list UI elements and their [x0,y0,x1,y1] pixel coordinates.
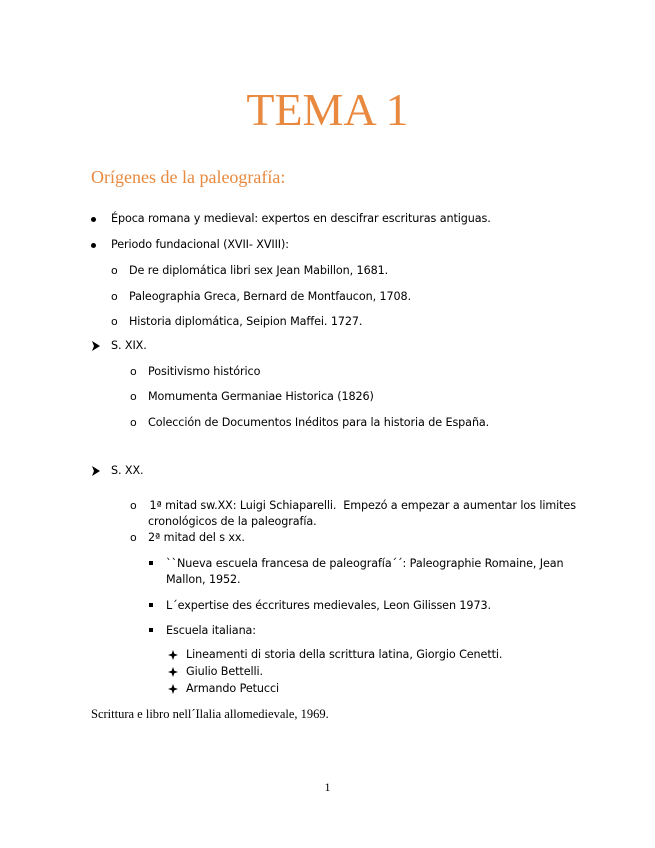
list-item: Colección de Documentos Inéditos para la historia de España. [148,416,490,429]
page-title: TEMA 1 [246,84,409,135]
list-item: Escuela italiana: [166,624,256,637]
list-item-continuation: cronológicos de la paleografía. [148,515,317,528]
section-heading: Orígenes de la paleografía: [91,167,286,187]
list-item: 1ª mitad sw.XX: Luigi Schiaparelli. Empezó a empezar a aumentar los limites [146,499,576,512]
list-item: 2ª mitad del s xx. [148,531,245,544]
list-item: Giulio Bettelli. [186,665,263,678]
list-item: Positivismo histórico [148,365,261,378]
list-item-continuation: Mallon, 1952. [166,573,241,586]
list-item: Armando Petucci [186,682,280,695]
bullet-circle-icon: o [130,390,137,403]
bullet-dot-icon [91,217,96,222]
arrow-bullet-icon [91,466,101,476]
list-item: ``Nueva escuela francesa de paleografía´´: Paleographie Romaine, Jean [166,557,564,570]
bullet-circle-icon: o [130,365,137,378]
bullet-circle-icon: o [130,531,137,544]
bullet-circle-icon: o [130,416,137,429]
square-bullet-icon [149,561,153,565]
bullet-dot-icon [91,243,96,248]
square-bullet-icon [149,628,153,632]
list-item: S. XX. [111,464,144,477]
list-item: L´expertise des éccritures medievales, Leon Gilissen 1973. [166,599,491,612]
bullet-circle-icon: o [130,499,137,512]
bullet-circle-icon: o [111,315,118,328]
diamond-bullet-icon [168,667,178,677]
list-item: Periodo fundacional (XVII- XVIII): [111,238,289,251]
list-item: Época romana y medieval: expertos en descifrar escrituras antiguas. [111,212,491,225]
list-item: De re diplomática libri sex Jean Mabillon, 1681. [129,264,389,277]
diamond-bullet-icon [168,650,178,660]
diamond-bullet-icon [168,684,178,694]
list-item: Historia diplomática, Seipion Maffei. 1727. [129,315,363,328]
bullet-circle-icon: o [111,290,118,303]
square-bullet-icon [149,603,153,607]
bullet-circle-icon: o [111,264,118,277]
list-item: Paleographia Greca, Bernard de Montfaucon, 1708. [129,290,412,303]
page-number: 1 [324,780,331,794]
list-item: Momumenta Germaniae Historica (1826) [148,390,374,403]
arrow-bullet-icon [91,341,101,351]
list-item: Lineamenti di storia della scrittura latina, Giorgio Cenetti. [186,648,503,661]
footer-note: Scrittura e libro nell´Ilalia allomedievale, 1969. [91,707,329,721]
list-item: S. XIX. [111,339,147,352]
